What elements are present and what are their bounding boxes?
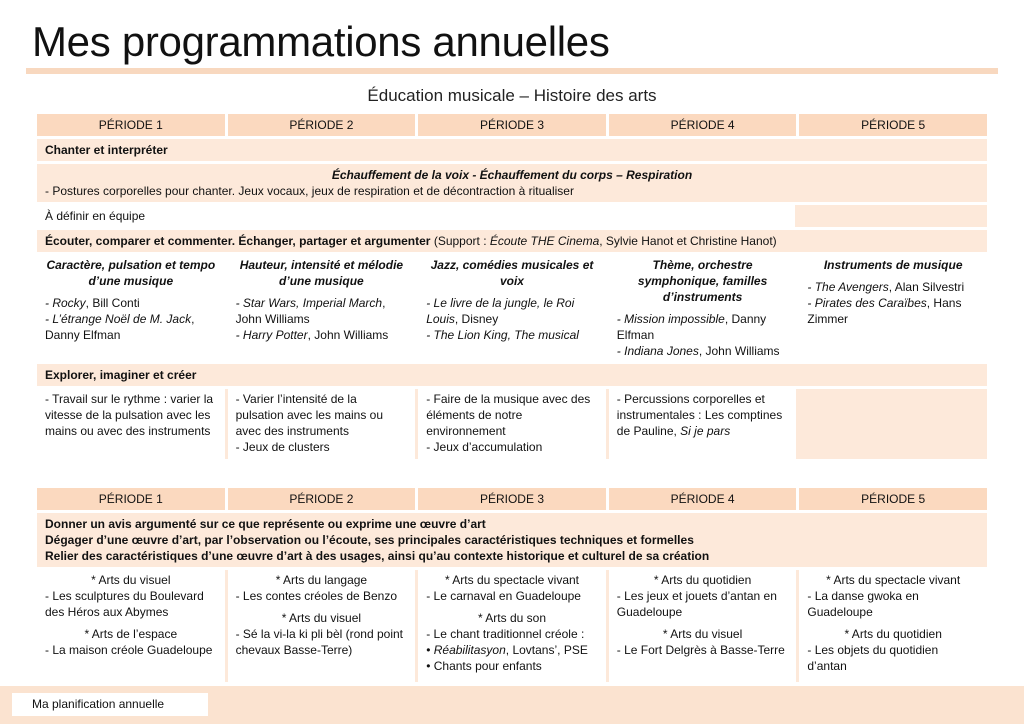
work-harry-potter: - Harry Potter: [235, 328, 308, 342]
arts-p3-text-1: - Le carnaval en Guadeloupe: [426, 589, 581, 603]
arts-p4-text-1: - Les jeux et jouets d’antan en Guadeloupe: [616, 589, 777, 619]
arts-p2-text-1: - Les contes créoles de Benzo: [235, 589, 398, 603]
arts-period-4: [609, 570, 797, 682]
arts-table: [37, 488, 987, 682]
arts-p2-heading-2: * Arts du visuel: [281, 611, 362, 625]
support-prefix: (Support :: [433, 234, 490, 248]
listening-period-2: [228, 255, 416, 361]
period-1-header: PÉRIODE 1: [37, 114, 225, 136]
theme-2: Hauteur, intensité et mélodie d’une musique: [239, 258, 404, 288]
arts-p2-heading-1: * Arts du langage: [275, 573, 368, 587]
period-5-header-2: PÉRIODE 5: [799, 488, 987, 510]
arts-p4-heading-2: * Arts du visuel: [662, 627, 743, 641]
period-3-header: PÉRIODE 3: [418, 114, 606, 136]
arts-period-2: [228, 570, 416, 682]
arts-p3-heading-2: * Arts du son: [477, 611, 546, 625]
explorer-text-4-italic: Si je pars: [680, 424, 731, 438]
bullet-icon: •: [426, 643, 431, 657]
listening-period-3: [418, 255, 606, 361]
explorer-row: [37, 389, 987, 459]
ecouter-title: Écouter, comparer et commenter. Échanger, partager et argumenter: [45, 234, 431, 248]
chanter-section: [37, 139, 987, 161]
period-1-header-2: PÉRIODE 1: [37, 488, 225, 510]
ecouter-section: [37, 230, 987, 252]
explorer-text-4: - Percussions corporelles et instrumentales : Les comptines de Pauline,: [616, 392, 783, 438]
bullet-icon: •: [426, 659, 431, 673]
arts-p5-text-1: - La danse gwoka en Guadeloupe: [807, 589, 919, 619]
work-jack-author: , Danny Elfman: [45, 312, 195, 342]
period-3-header-2: PÉRIODE 3: [418, 488, 606, 510]
period-4-header: PÉRIODE 4: [609, 114, 797, 136]
support-suffix: , Sylvie Hanot et Christine Hanot): [599, 234, 777, 248]
chanter-title: Chanter et interpréter: [45, 143, 168, 157]
arts-p3-text-2: - Le chant traditionnel créole :: [426, 627, 585, 641]
arts-p5-text-2: - Les objets du quotidien d’antan: [807, 643, 939, 673]
music-table: [37, 114, 987, 459]
explorer-period-3: [418, 389, 606, 459]
work-pirates: - Pirates des Caraïbes: [807, 296, 927, 310]
period-5-header: PÉRIODE 5: [799, 114, 987, 136]
work-jungle-author: , Disney: [454, 312, 499, 326]
work-mission-author: , Danny Elfman: [616, 312, 767, 342]
define-team-text: À définir en équipe: [37, 205, 795, 227]
period-2-header: PÉRIODE 2: [228, 114, 416, 136]
explorer-text-3a: - Faire de la musique avec des éléments de notre environnement: [426, 392, 591, 438]
explorer-period-4: [609, 389, 797, 459]
warmup-text: - Postures corporelles pour chanter. Jeux vocaux, jeux de respiration et de décontraction à ritualiser: [45, 184, 574, 198]
arts-p4-heading-1: * Arts du quotidien: [653, 573, 752, 587]
title-rule: [26, 68, 998, 74]
work-indiana-jones: - Indiana Jones: [616, 344, 699, 358]
objective-3: Relier des caractéristiques d’une œuvre d’art à des usages, ainsi qu’au contexte historique et culturel de sa création: [45, 549, 710, 563]
explorer-period-2: [228, 389, 416, 459]
period-header-row: [37, 114, 987, 136]
arts-row: [37, 570, 987, 682]
arts-period-5: [799, 570, 987, 682]
arts-p1-heading-1: * Arts du visuel: [91, 573, 171, 587]
work-avengers: - The Avengers: [807, 280, 889, 294]
work-harry-potter-author: , John Williams: [307, 328, 389, 342]
arts-p2-text-2: - Sé la vi-la ki pli bèl (rond point chevaux Basse-Terre): [235, 627, 404, 657]
work-indiana-author: , John Williams: [698, 344, 780, 358]
subtitle: Éducation musicale – Histoire des arts: [367, 86, 657, 105]
explorer-period-1: [37, 389, 225, 459]
work-rocky-author: , Bill Conti: [85, 296, 140, 310]
page-title: Mes programmations annuelles: [32, 18, 610, 65]
theme-1: Caractère, pulsation et tempo d’une musique: [46, 258, 216, 288]
listening-period-1: [37, 255, 225, 361]
work-mission-impossible: - Mission impossible: [616, 312, 725, 326]
arts-p1-text-1: - Les sculptures du Boulevard des Héros aux Abymes: [45, 589, 204, 619]
explorer-title: Explorer, imaginer et créer: [45, 368, 197, 382]
explorer-text-2b: - Jeux de clusters: [235, 440, 330, 454]
arts-p3-bullet-1-rest: , Lovtans’, PSE: [505, 643, 588, 657]
work-star-wars-author: , John Williams: [235, 296, 386, 326]
theme-5: Instruments de musique: [823, 258, 963, 272]
arts-p1-heading-2: * Arts de l’espace: [84, 627, 178, 641]
listening-period-5: [799, 255, 987, 361]
theme-4: Thème, orchestre symphonique, familles d’instruments: [637, 258, 768, 304]
define-team-fill: [795, 205, 987, 227]
footer-tab[interactable]: Ma planification annuelle: [12, 693, 208, 716]
period-header-row-2: [37, 488, 987, 510]
work-jungle-book: - Le livre de la jungle, le Roi: [426, 296, 575, 310]
explorer-text-1: - Travail sur le rythme : varier la vitesse de la pulsation avec les mains ou avec des instruments: [45, 392, 214, 438]
support-title: Écoute THE Cinema: [489, 234, 600, 248]
period-2-header-2: PÉRIODE 2: [228, 488, 416, 510]
listening-row: [37, 255, 987, 361]
warmup-title: Échauffement de la voix - Échauffement du corps – Respiration: [331, 168, 693, 182]
explorer-text-2a: - Varier l’intensité de la pulsation avec les mains ou avec des instruments: [235, 392, 384, 438]
listening-period-4: [609, 255, 797, 361]
work-avengers-author: , Alan Silvestri: [888, 280, 965, 294]
work-jack: - L’étrange Noël de M. Jack: [45, 312, 192, 326]
period-4-header-2: PÉRIODE 4: [609, 488, 797, 510]
arts-p5-heading-1: * Arts du spectacle vivant: [826, 573, 961, 587]
objectives-section: [37, 513, 987, 567]
work-star-wars: - Star Wars, Imperial March: [235, 296, 383, 310]
work-pirates-author: , Hans Zimmer: [807, 296, 962, 326]
warmup-section: [37, 164, 987, 202]
objective-1: Donner un avis argumenté sur ce que représente ou exprime une œuvre d’art: [45, 517, 486, 531]
arts-p1-text-2: - La maison créole Guadeloupe: [45, 643, 213, 657]
arts-p3-bullet-1-title: Réabilitasyon: [433, 643, 506, 657]
explorer-text-3b: - Jeux d’accumulation: [426, 440, 543, 454]
work-louis: Louis: [426, 312, 455, 326]
explorer-section: [37, 364, 987, 386]
work-rocky: - Rocky: [45, 296, 86, 310]
arts-p5-heading-2: * Arts du quotidien: [844, 627, 942, 641]
arts-p3-heading-1: * Arts du spectacle vivant: [444, 573, 580, 587]
explorer-period-5: [799, 389, 987, 459]
arts-p4-text-2: - Le Fort Delgrès à Basse-Terre: [616, 643, 785, 657]
arts-p3-bullet-2: Chants pour enfants: [433, 659, 542, 673]
objective-2: Dégager d’une œuvre d’art, par l’observation ou l’écoute, ses principales caractéristiques techniques et formelles: [45, 533, 694, 547]
arts-period-3: [418, 570, 606, 682]
theme-3: Jazz, comédies musicales et voix: [430, 258, 594, 288]
work-lion-king: - The Lion King, The musical: [426, 328, 579, 342]
arts-period-1: [37, 570, 225, 682]
define-team-row: [37, 205, 987, 227]
